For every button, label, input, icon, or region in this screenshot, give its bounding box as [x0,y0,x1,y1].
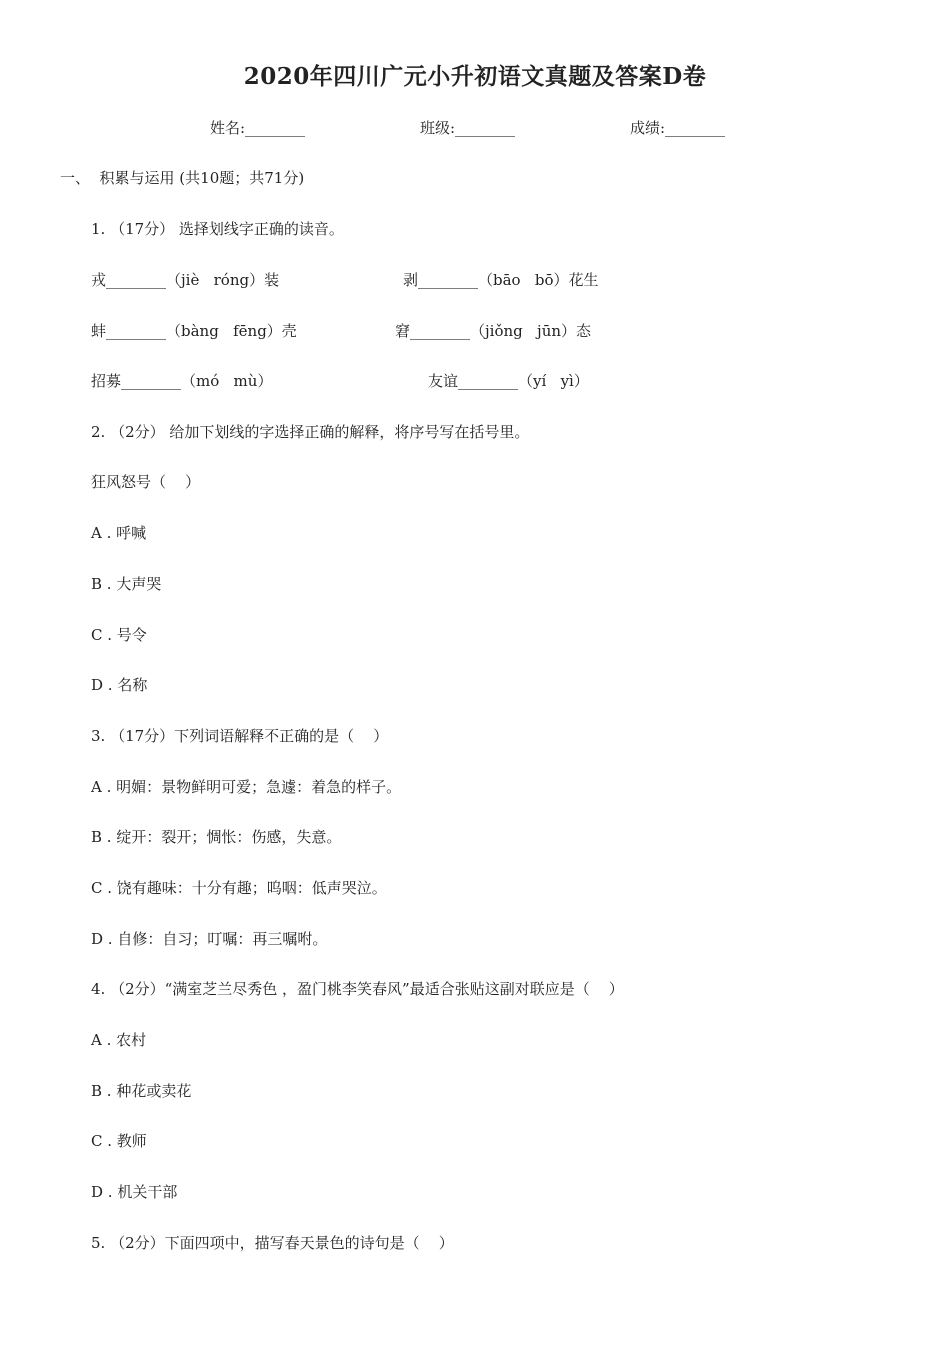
score-field: 成绩:________ [630,119,726,137]
q4-option-b: B . 种花或卖花 [91,1082,192,1100]
question-1-stem: 1. （17分） 选择划线字正确的读音。 [91,220,344,238]
q1-item-yi: 友谊________（yí yì） [428,372,589,390]
question-5-stem: 5. （2分）下面四项中，描写春天景色的诗句是（ ） [91,1234,454,1252]
question-4-stem: 4. （2分）“满室芝兰尽秀色 ，盈门桃李笑春风”最适合张贴这副对联应是（ ） [91,980,624,998]
q3-option-d: D . 自修：自习；叮嘱：再三嘱咐。 [91,930,328,948]
q1-item-rong: 戎________（jiè róng）装 [91,271,280,289]
q2-option-a: A . 呼喊 [91,524,147,542]
section-heading: 一、 积累与运用 (共10题；共71分) [60,169,305,187]
q2-option-b: B . 大声哭 [91,575,162,593]
q3-option-a: A . 明媚：景物鲜明可爱；急遽：着急的样子。 [91,778,402,796]
q4-option-a: A . 农村 [91,1031,147,1049]
q3-option-c: C . 饶有趣味：十分有趣；呜咽：低声哭泣。 [91,879,387,897]
q1-item-jiong: 窘________（jiǒng jūn）态 [395,322,592,340]
document-title: 2020年四川广元小升初语文真题及答案D卷 [243,63,707,90]
question-2-stem: 2. （2分） 给加下划线的字选择正确的解释，将序号写在括号里。 [91,423,530,441]
q1-item-mu: 招募________（mó mù） [91,372,273,390]
name-field: 姓名:________ [210,119,306,137]
q2-option-c: C . 号令 [91,626,147,644]
question-3-stem: 3. （17分）下列词语解释不正确的是（ ） [91,727,389,745]
class-field: 班级:________ [420,119,516,137]
q3-option-b: B . 绽开：裂开；惆怅：伤感，失意。 [91,828,342,846]
q2-option-d: D . 名称 [91,676,148,694]
q1-item-bao: 剥________（bāo bō）花生 [403,271,599,289]
q2-phrase: 狂风怒号（ ） [91,473,201,491]
q4-option-d: D . 机关干部 [91,1183,178,1201]
q4-option-c: C . 教师 [91,1132,147,1150]
q1-item-bang: 蚌________（bàng fēng）壳 [91,322,297,340]
